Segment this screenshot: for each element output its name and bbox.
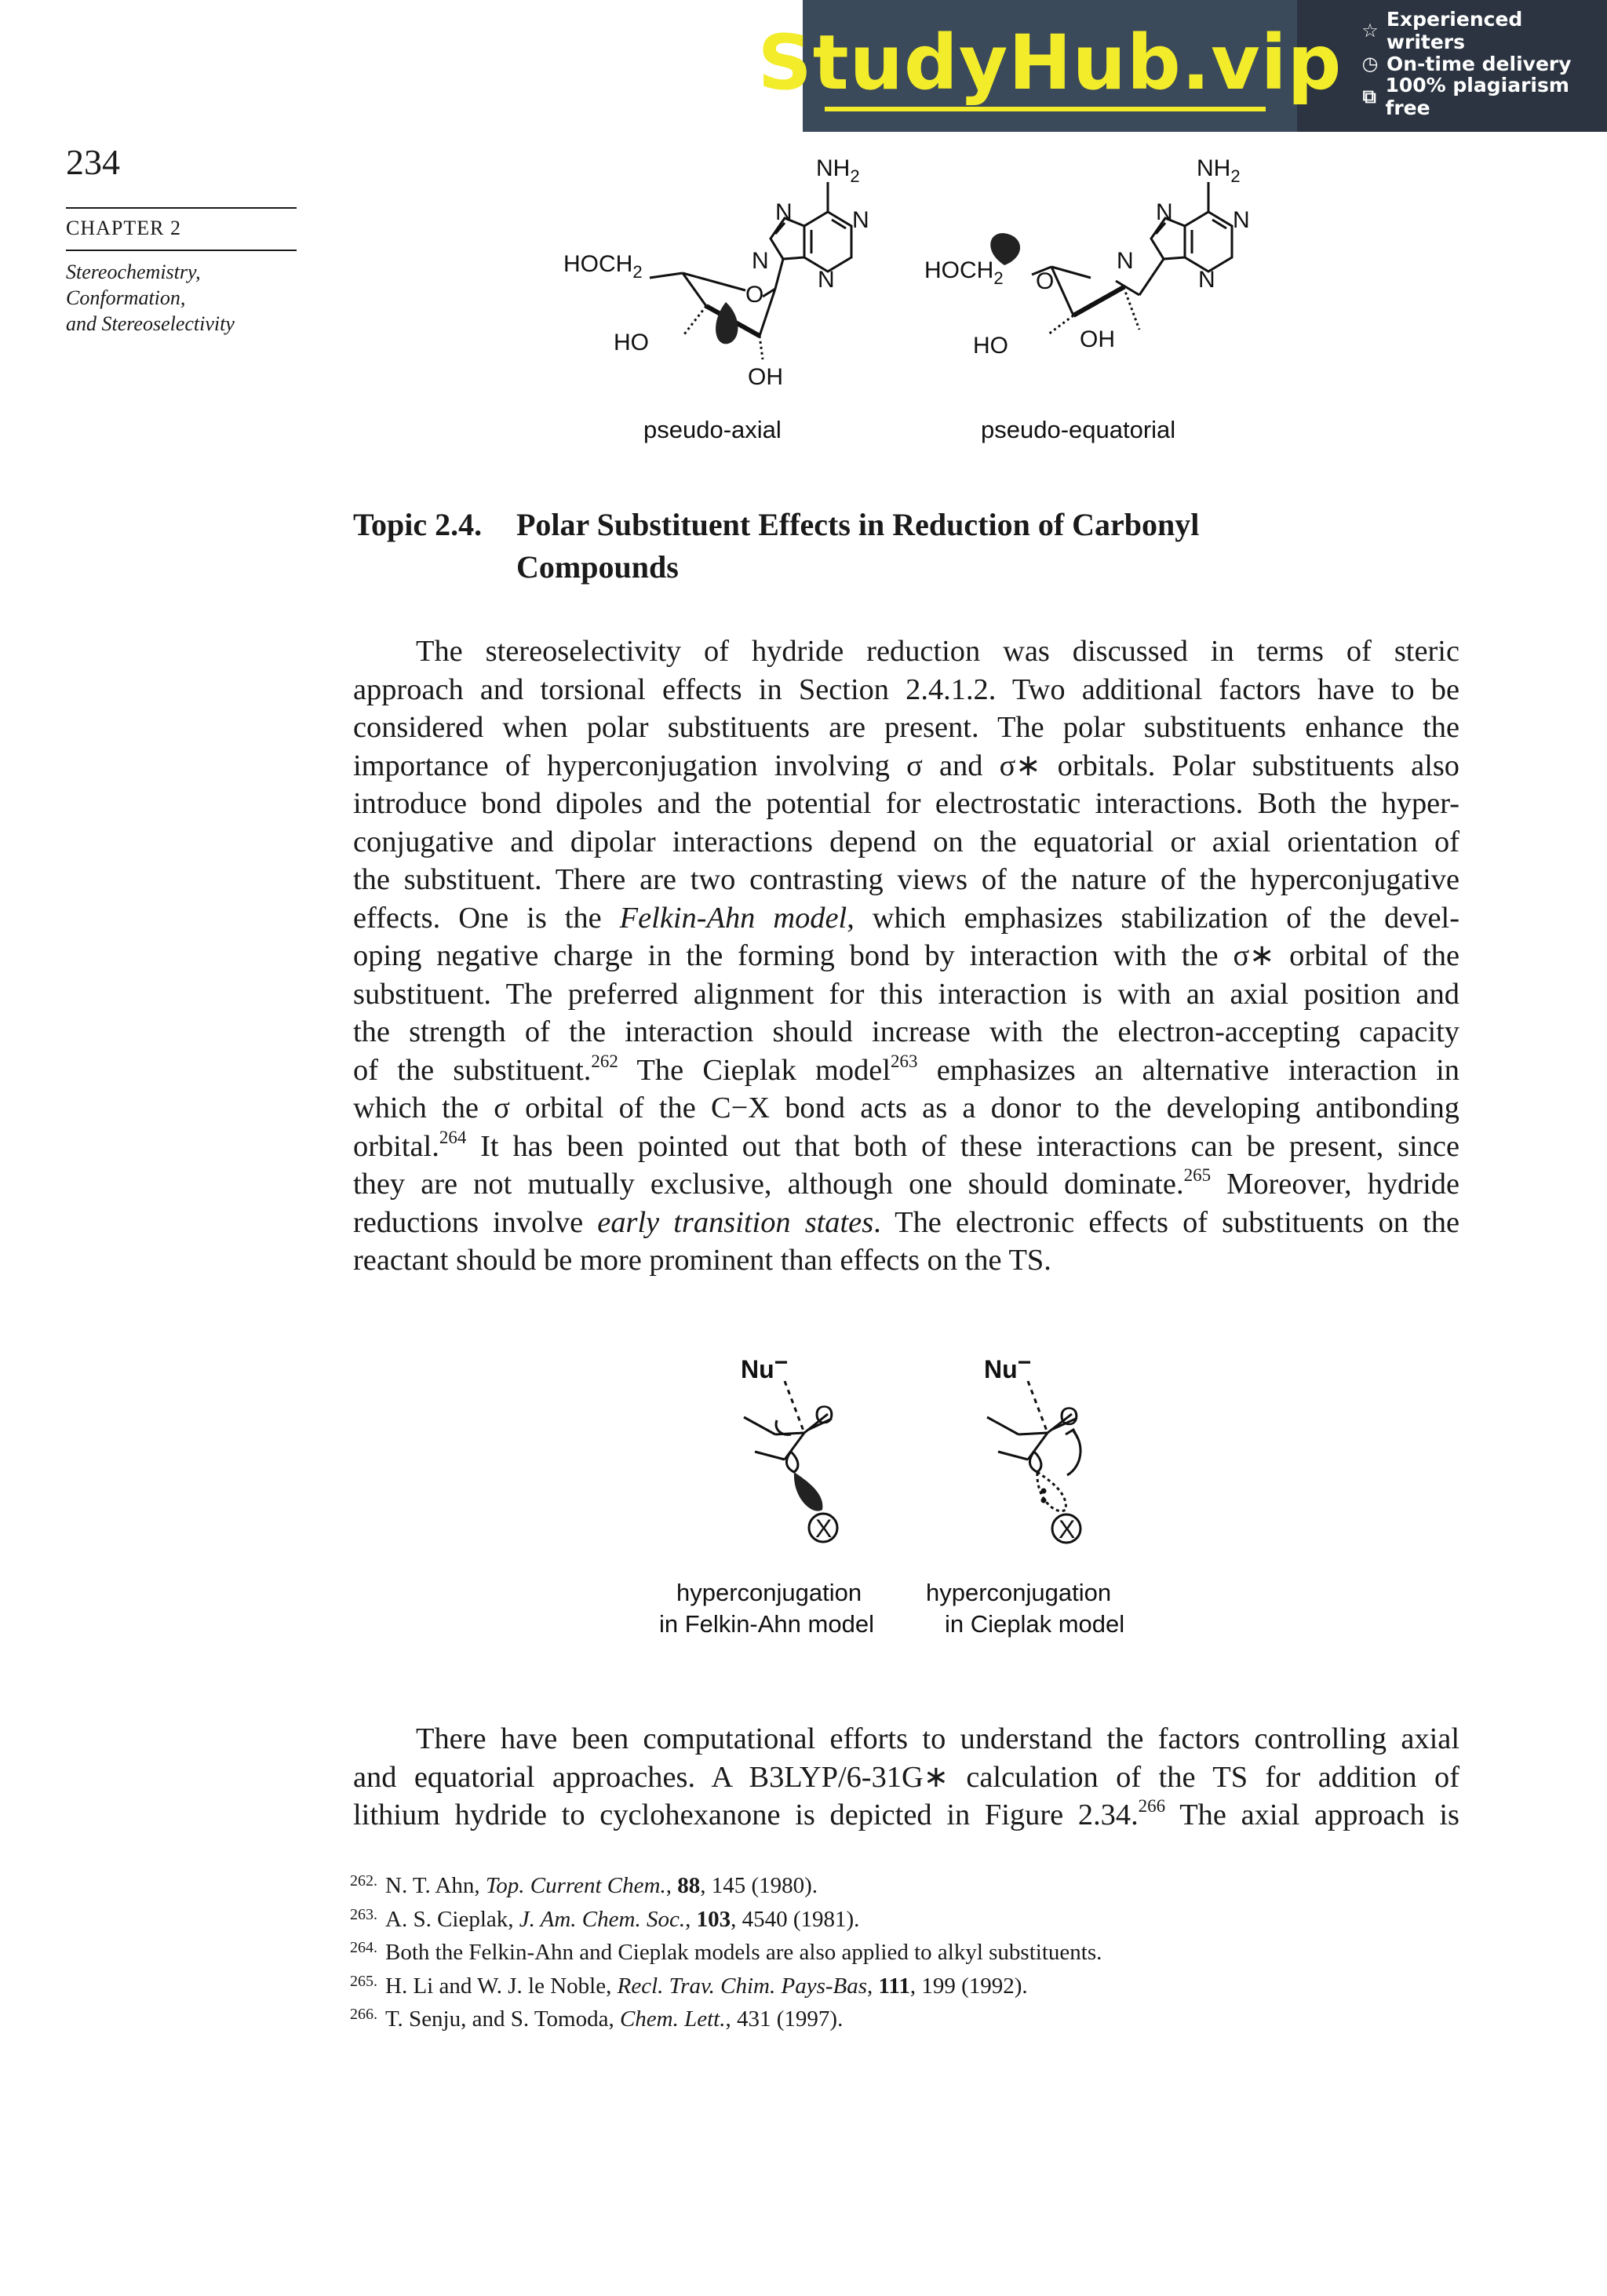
- feature-text: On-time delivery: [1387, 52, 1572, 75]
- text-line: of the substituent.$^{262}$ The Cieplak model$^{263}$ emphasizes an alternative interaction in: [353, 1051, 1459, 1087]
- text-line: reductions involve early transition states. The electronic effects of substituents on the: [353, 1205, 1459, 1239]
- studyhub-logo[interactable]: StudyHub.vip: [757, 19, 1343, 107]
- text-line: effects. One is the Felkin-Ahn model, which emphasizes stabilization of the devel-: [353, 901, 1460, 935]
- felkin-ahn-labels: [741, 1350, 834, 1543]
- orbital-lobe: [990, 233, 1020, 265]
- figure-caption-pseudo-equatorial: pseudo-equatorial: [981, 416, 1176, 443]
- emphasis: Felkin-Ahn model: [619, 901, 847, 935]
- text-line: introduce bond dipoles and the potential for electrostatic interactions. Both the hyper-: [353, 787, 1459, 820]
- hyperconjugation-figure: [659, 1342, 1193, 1656]
- atom-label: HO: [614, 330, 649, 355]
- atom-label: $NH_2$: [1197, 155, 1241, 186]
- atom-label: $NH_2$: [816, 155, 860, 186]
- footnote: $^{265.}$ H. Li and W. J. le Noble, Recl. Trav. Chim. Pays-Bas, 111, 199 (1992).: [350, 1972, 1028, 1999]
- topic-title-line: Polar Substituent Effects in Reduction of Carbonyl: [516, 507, 1200, 542]
- pseudo-equatorial-structure-labels: [924, 155, 1250, 359]
- orbital-lobe: [786, 1452, 798, 1472]
- lone-pair-dot: [1041, 1489, 1047, 1494]
- text-line: There have been computational efforts to understand the factors controlling axial: [416, 1722, 1459, 1755]
- section-title: [66, 259, 325, 337]
- text-line: they are not mutually exclusive, although one should dominate.$^{265}$ Moreover, hydride: [353, 1165, 1459, 1201]
- atom-label: $HOCH_2$: [924, 257, 1004, 288]
- atom-label: N: [752, 248, 769, 274]
- feature-item: [1360, 8, 1607, 53]
- atom-label: O: [814, 1401, 834, 1429]
- atom-label: N: [1156, 199, 1173, 225]
- footnote: $^{266.}$ T. Senju, and S. Tomoda, Chem. Lett., 431 (1997).: [350, 2006, 844, 2032]
- emphasis: early transition states: [597, 1205, 874, 1239]
- section-title-line: Stereochemistry,: [66, 261, 201, 283]
- margin-rule-bottom: [66, 250, 297, 251]
- star-icon: ☆: [1361, 20, 1379, 42]
- text-line: the substituent. There are two contrasting views of the nature of the hyperconjugative: [353, 863, 1459, 896]
- text-line: and equatorial approaches. A B3LYP/6-31G∗ calculation of the TS for addition of: [353, 1760, 1459, 1794]
- atom-label: HO: [973, 333, 1008, 359]
- citation-ref[interactable]: 266: [1138, 1796, 1166, 1817]
- text-line: reactant should be more prominent than effects on the TS.: [353, 1244, 1051, 1277]
- body-paragraph: [353, 632, 1459, 1280]
- clock-icon: ◷: [1361, 53, 1379, 75]
- feature-text: 100% plagiarism free: [1385, 74, 1569, 119]
- footnote: $^{263.}$ A. S. Cieplak, J. Am. Chem. Soc., 103, 4540 (1981).: [350, 1905, 860, 1932]
- footnote: $^{262.}$ N. T. Ahn, Top. Current Chem., 88, 145 (1980).: [350, 1872, 818, 1898]
- figure-caption-pseudo-axial: pseudo-axial: [643, 416, 782, 443]
- atom-label: N: [818, 267, 835, 293]
- atom-label: O: [745, 282, 764, 308]
- atom-label: $HOCH_2$: [563, 251, 643, 282]
- atom-label: N: [775, 199, 793, 225]
- nucleoside-conformation-figure: [549, 141, 1255, 455]
- citation-ref[interactable]: 263: [891, 1051, 918, 1071]
- text-line: the strength of the interaction should increase with the electron-accepting capacity: [353, 1015, 1459, 1048]
- atom-label: Nu−: [741, 1350, 789, 1383]
- text-line: orbital.$^{264}$ It has been pointed out that both of these interactions can be present, since: [353, 1127, 1459, 1163]
- citation-ref[interactable]: 264: [439, 1127, 467, 1147]
- footnote: $^{264.}$ Both the Felkin-Ahn and Cieplak models are also applied to alkyl substituents.: [350, 1939, 1102, 1965]
- lone-pair-dot: [1041, 1498, 1047, 1503]
- atom-label: OH: [748, 364, 783, 390]
- copy-icon: ⧉: [1362, 86, 1376, 108]
- atom-label: OH: [1080, 326, 1115, 352]
- orbital-lobe: [1029, 1452, 1041, 1472]
- atom-label: X: [1059, 1515, 1076, 1543]
- orbital-lobe: [794, 1472, 823, 1511]
- citation-ref[interactable]: 262: [591, 1051, 618, 1071]
- caption-line: hyperconjugation: [676, 1579, 862, 1606]
- atom-label: Nu−: [984, 1350, 1032, 1383]
- page-number: 234: [66, 142, 120, 182]
- text-line: oping negative charge in the forming bond by interaction with the σ∗ orbital of the: [353, 939, 1459, 972]
- caption-line: hyperconjugation: [926, 1579, 1112, 1606]
- studyhub-banner[interactable]: [757, 0, 1607, 132]
- atom-label: N: [1233, 207, 1250, 233]
- atom-label: X: [815, 1514, 833, 1543]
- feature-item: [1360, 74, 1607, 119]
- atom-label: N: [1198, 267, 1215, 293]
- text-line: conjugative and dipolar interactions depend on the equatorial or axial orientation of: [353, 825, 1459, 858]
- feature-item: [1360, 52, 1607, 75]
- text-line: importance of hyperconjugation involving σ and σ∗ orbitals. Polar substituents also: [353, 749, 1459, 782]
- section-title-line: and Stereoselectivity: [66, 312, 235, 335]
- topic-number: Topic 2.4.: [353, 507, 483, 542]
- section-title-line: Conformation,: [66, 286, 186, 309]
- citation-ref[interactable]: 265: [1183, 1165, 1212, 1186]
- margin-rule-top: [66, 207, 297, 209]
- text-line: The stereoselectivity of hydride reduction was discussed in terms of steric: [416, 635, 1459, 668]
- orbital-lobe: [716, 302, 738, 344]
- caption-line: in Felkin-Ahn model: [659, 1610, 874, 1638]
- body-paragraph: [353, 1720, 1459, 1835]
- text-line: which the σ orbital of the C−X bond acts as a donor to the developing antibonding: [353, 1092, 1459, 1124]
- pseudo-axial-structure-labels: [563, 155, 869, 390]
- topic-heading: [353, 504, 1452, 589]
- text-line: substituent. The preferred alignment for this interaction is with an axial position and: [353, 977, 1459, 1011]
- chapter-label: CHAPTER 2: [66, 217, 181, 239]
- atom-label: N: [1117, 248, 1134, 274]
- logo-underline: [825, 107, 1266, 111]
- feature-list: [1297, 0, 1607, 132]
- text-line: approach and torsional effects in Section 2.4.1.2. Two additional factors have to be: [353, 672, 1459, 706]
- topic-title-line: Compounds: [516, 549, 679, 585]
- footnotes: [350, 1871, 1464, 2038]
- text-line: lithium hydride to cyclohexanone is depicted in Figure 2.34.$^{266}$ The axial approach is: [353, 1796, 1459, 1831]
- atom-label: O: [1059, 1402, 1079, 1430]
- logo-box[interactable]: [757, 0, 1343, 132]
- caption-line: in Cieplak model: [945, 1610, 1125, 1638]
- atom-label: N: [852, 207, 869, 233]
- feature-text: Experienced writers: [1386, 8, 1523, 53]
- atom-label: O: [1036, 268, 1055, 294]
- text-line: considered when polar substituents are present. The polar substituents enhance the: [353, 711, 1459, 744]
